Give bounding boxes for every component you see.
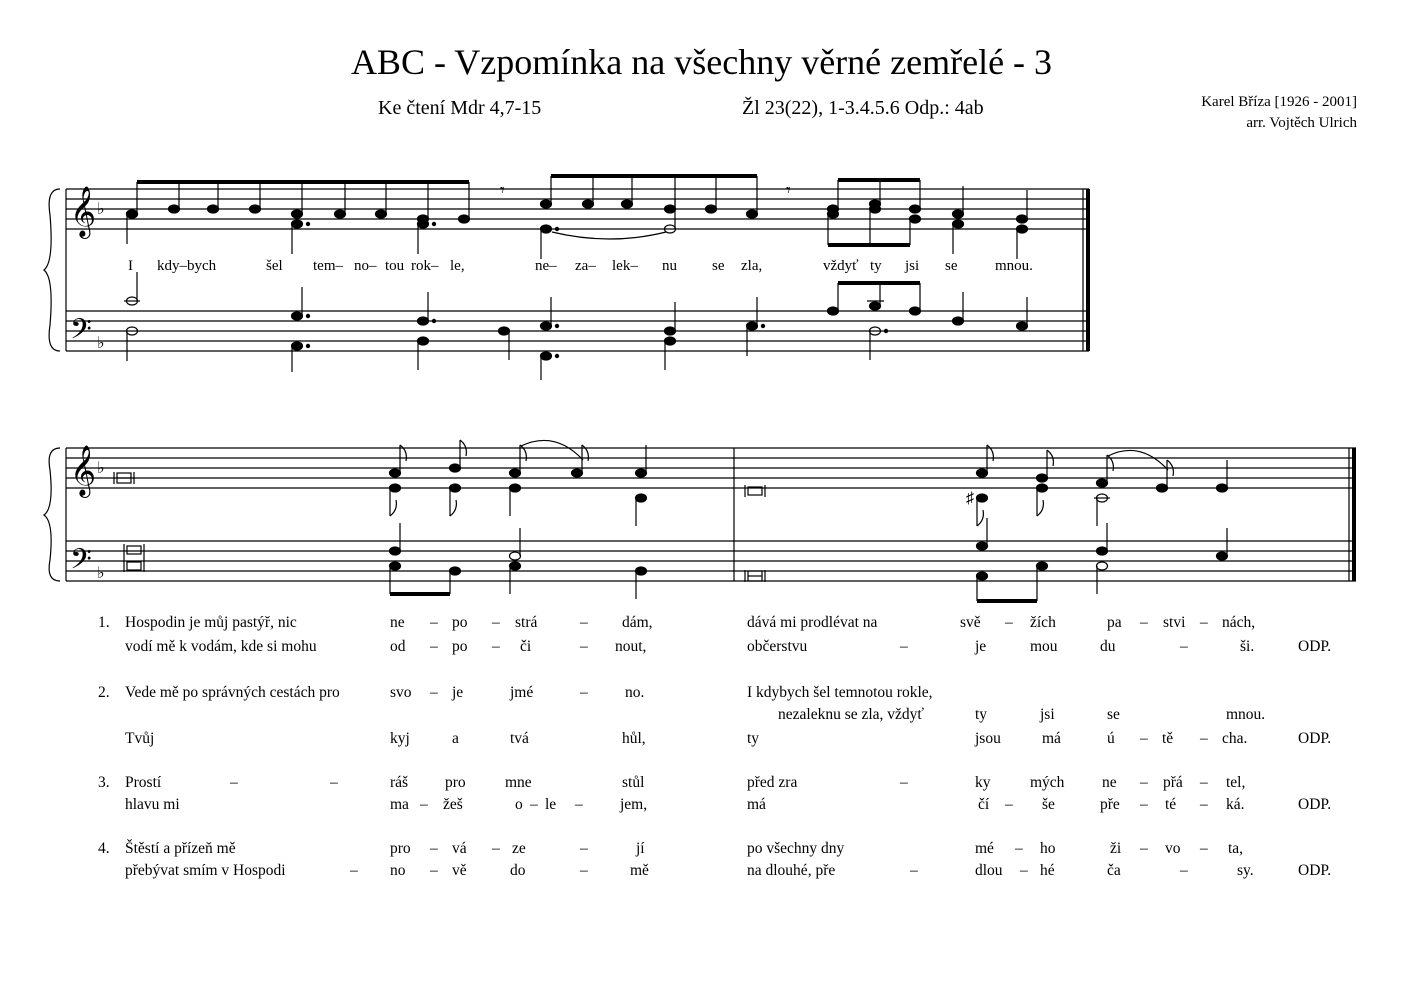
page-title: ABC - Vzpomínka na všechny věrné zemřelé - 3 <box>350 42 1053 82</box>
syllable: – <box>430 614 438 631</box>
syllable: ky <box>975 774 991 791</box>
syllable: – <box>1200 774 1208 791</box>
response-marker: ODP. <box>1298 730 1332 747</box>
syllable: – <box>430 638 438 655</box>
syllable: té <box>1165 796 1177 813</box>
lyric-syllable: vždyť <box>823 258 859 274</box>
breve-chord-treble-2 <box>745 485 765 497</box>
bass-staff-1 <box>66 311 1089 351</box>
composer-credit: Karel Bříza [1926 - 2001] <box>1201 94 1357 110</box>
syllable: – <box>492 614 500 631</box>
brace-2 <box>44 448 60 581</box>
verse-number: 2. <box>98 684 110 701</box>
syllable: – <box>430 840 438 857</box>
syllable: – <box>580 840 588 857</box>
lyric-syllable: lek– <box>612 258 638 274</box>
syllable: pa <box>1107 614 1122 631</box>
syllable: má <box>1042 730 1061 747</box>
syllable: jem, <box>620 796 648 813</box>
syllable: stůl <box>622 774 645 791</box>
syllable: do <box>510 862 526 879</box>
lyric-syllable: I <box>128 258 133 274</box>
verse-text: má <box>747 796 766 813</box>
treble-staff-2 <box>66 448 1356 488</box>
syllable: je <box>975 638 987 655</box>
syllable: – <box>575 796 583 813</box>
key-flat-bass-2: ♭ <box>97 565 105 582</box>
syllable: – <box>910 862 918 879</box>
reading-reference: Ke čtení Mdr 4,7-15 <box>378 97 542 119</box>
syllable: – <box>230 774 238 791</box>
syllable: – <box>330 774 338 791</box>
syllable: – <box>1020 862 1028 879</box>
syllable: tvá <box>510 730 529 747</box>
syllable: ká. <box>1226 796 1245 813</box>
syllable: pro <box>445 774 466 791</box>
treble-clef-2: 𝄞 <box>70 446 97 495</box>
syllable: ze <box>512 840 526 857</box>
verse-4-line-1 <box>0 838 1403 860</box>
syllable: ži <box>1110 840 1122 857</box>
syllable: ty <box>975 706 988 723</box>
syllable: po <box>452 614 468 631</box>
syllable: no <box>390 862 406 879</box>
response-marker: ODP. <box>1298 796 1332 813</box>
verse-text: vodí mě k vodám, kde si mohu <box>125 638 317 655</box>
soprano-beam-group-1 <box>127 182 470 223</box>
syllable: – <box>900 638 908 655</box>
syllable: – <box>350 862 358 879</box>
verse-text: přebývat smím v Hospodi <box>125 862 286 879</box>
psalm-reference: Žl 23(22), 1-3.4.5.6 Odp.: 4ab <box>742 97 984 119</box>
syllable: – <box>1200 840 1208 857</box>
syllable: ho <box>1040 840 1056 857</box>
syllable: ma <box>390 796 409 813</box>
syllable: ta, <box>1228 840 1244 857</box>
syllable: – <box>580 614 588 631</box>
syllable: – <box>1200 730 1208 747</box>
breve-chord-treble-1 <box>114 472 134 484</box>
syllable: jmé <box>510 684 534 701</box>
eighth-rest-2: 𝄾 <box>786 180 791 200</box>
syllable: no. <box>625 684 645 701</box>
syllable: – <box>900 774 908 791</box>
syllable: – <box>1140 796 1148 813</box>
syllable: vá <box>452 840 467 857</box>
verse-2-line-3 <box>0 728 1403 750</box>
syllable: le <box>545 796 557 813</box>
treble-clef-1: 𝄞 <box>70 187 97 236</box>
syllable: o <box>515 796 523 813</box>
soprano-beam-group-2 <box>541 176 758 218</box>
syllable: kyj <box>390 730 410 747</box>
syllable: – <box>492 840 500 857</box>
syllable: pře <box>1100 796 1120 813</box>
lyric-syllable: no– <box>354 258 377 274</box>
syllable: se <box>1107 706 1120 723</box>
bass-clef-1: 𝄢 <box>70 315 92 352</box>
syllable: jsi <box>1040 706 1055 723</box>
lyric-syllable: zla, <box>741 258 763 274</box>
lyric-syllable: se <box>712 258 725 274</box>
verse-1-line-1 <box>0 612 1403 634</box>
syllable: žích <box>1030 614 1056 631</box>
lyric-syllable: za– <box>575 258 596 274</box>
verse-text: ty <box>747 730 760 747</box>
verse-text: Štěstí a přízeň mě <box>125 840 236 857</box>
svg-text:♯: ♯ <box>966 490 974 507</box>
syllable: – <box>580 638 588 655</box>
breve-chord-bass-1 <box>124 544 144 572</box>
syllable: – <box>1140 614 1148 631</box>
verse-text: Hospodin je můj pastýř, nic <box>125 614 297 631</box>
breve-chord-bass-2 <box>745 570 765 582</box>
clefs-and-keys <box>70 187 105 582</box>
lyric-syllable: se <box>945 258 958 274</box>
syllable: svě <box>960 614 981 631</box>
verse-text: občerstvu <box>747 638 808 655</box>
key-flat-bass-1: ♭ <box>97 335 105 352</box>
verse-number: 1. <box>98 614 110 631</box>
system-1-notes <box>124 176 1028 380</box>
syllable: strá <box>515 614 538 631</box>
brace-1 <box>44 189 60 351</box>
lyric-syllable: šel <box>266 258 283 274</box>
syllable: – <box>430 862 438 879</box>
verse-text: po všechny dny <box>747 840 845 857</box>
verse-1-line-2 <box>0 636 1403 658</box>
syllable: – <box>420 796 428 813</box>
lyric-syllable: ne– <box>535 258 557 274</box>
verse-2-line-2 <box>0 704 1403 726</box>
verse-text: dává mi prodlévat na <box>747 614 878 631</box>
syllable: a <box>452 730 459 747</box>
verse-3-line-2 <box>0 794 1403 816</box>
syllable: tel, <box>1226 774 1246 791</box>
syllable: – <box>1140 840 1148 857</box>
lyric-syllable: kdy–bych <box>157 258 217 274</box>
syllable: mnou. <box>1226 706 1266 723</box>
verse-text: před zra <box>747 774 798 791</box>
syllable: du <box>1100 638 1116 655</box>
syllable: še <box>1042 796 1055 813</box>
response-marker: ODP. <box>1298 862 1332 879</box>
lyric-syllable: tem– <box>313 258 343 274</box>
system-1-lyrics <box>128 258 1033 274</box>
syllable: vě <box>452 862 467 879</box>
syllable: sy. <box>1237 862 1254 879</box>
lyric-syllable: le, <box>450 258 465 274</box>
syllable: od <box>390 638 406 655</box>
lyric-syllable: tou <box>385 258 405 274</box>
syllable: mou <box>1030 638 1058 655</box>
tenor-bass-notes-1 <box>124 272 1028 380</box>
syllable: – <box>1200 796 1208 813</box>
verse-text: Vede mě po správných cestách pro <box>125 684 340 701</box>
syllable: je <box>452 684 464 701</box>
syllable: mě <box>630 862 649 879</box>
verse-text: Tvůj <box>125 730 155 747</box>
syllable: – <box>1015 840 1023 857</box>
syllable: – <box>530 796 538 813</box>
syllable: – <box>580 862 588 879</box>
verse-4-line-2 <box>0 860 1403 882</box>
syllable: ča <box>1107 862 1121 879</box>
syllable: ú <box>1107 730 1115 747</box>
syllable: ne <box>390 614 405 631</box>
syllable: stvi <box>1163 614 1186 631</box>
syllable: vo <box>1165 840 1181 857</box>
syllable: – <box>580 684 588 701</box>
syllable: přá <box>1163 774 1183 791</box>
syllable: jí <box>636 840 645 857</box>
response-marker: ODP. <box>1298 638 1332 655</box>
syllable: čí <box>978 796 990 813</box>
syllable: mých <box>1030 774 1065 791</box>
treble-staff-1 <box>66 189 1089 229</box>
verse-text: I kdybych šel temnotou rokle, <box>747 684 933 701</box>
syllable: dlou <box>975 862 1003 879</box>
syllable: – <box>1005 796 1013 813</box>
verse-number: 4. <box>98 840 110 857</box>
key-flat-treble-1: ♭ <box>97 201 105 218</box>
syllable: mé <box>975 840 994 857</box>
verse-3-line-1 <box>0 772 1403 794</box>
syllable: – <box>430 684 438 701</box>
lyric-syllable: rok– <box>411 258 439 274</box>
verse-text: na dlouhé, pře <box>747 862 836 879</box>
syllable: ráš <box>390 774 409 791</box>
syllable: ne <box>1102 774 1117 791</box>
verse-text: hlavu mi <box>125 796 180 813</box>
syllable: mne <box>505 774 532 791</box>
syllable: jsou <box>975 730 1001 747</box>
syllable: nách, <box>1222 614 1256 631</box>
system-2-notes <box>114 440 1228 601</box>
verse-2-line-1 <box>0 682 1403 704</box>
syllable: – <box>1200 614 1208 631</box>
syllable: tě <box>1162 730 1174 747</box>
bass-staff-2 <box>66 541 1356 581</box>
syllable: – <box>1005 614 1013 631</box>
lyric-syllable: ty <box>870 258 882 274</box>
syllable: – <box>492 638 500 655</box>
verse-text: Prostí <box>125 774 162 791</box>
syllable: svo <box>390 684 412 701</box>
eighth-rest-1: 𝄾 <box>500 180 505 200</box>
syllable: žeš <box>443 796 463 813</box>
syllable: hé <box>1040 862 1055 879</box>
syllable: či <box>520 638 532 655</box>
lyric-syllable: jsi <box>905 258 920 274</box>
syllable: – <box>1180 862 1188 879</box>
verse-text: nezaleknu se zla, vždyť <box>778 706 925 723</box>
key-flat-treble-2: ♭ <box>97 460 105 477</box>
lyric-syllable: mnou. <box>995 258 1033 274</box>
syllable: – <box>1140 730 1148 747</box>
syllable: cha. <box>1222 730 1248 747</box>
syllable: dám, <box>622 614 653 631</box>
syllable: ši. <box>1240 638 1255 655</box>
syllable: po <box>452 638 468 655</box>
lyric-syllable: nu <box>662 258 677 274</box>
syllable: – <box>1140 774 1148 791</box>
verse-number: 3. <box>98 774 110 791</box>
syllable: hůl, <box>622 730 646 747</box>
syllable: – <box>1180 638 1188 655</box>
arranger-credit: arr. Vojtěch Ulrich <box>1246 115 1357 131</box>
syllable: nout, <box>615 638 647 655</box>
syllable: pro <box>390 840 411 857</box>
bass-clef-2: 𝄢 <box>70 545 92 582</box>
system-2 <box>44 448 1356 581</box>
